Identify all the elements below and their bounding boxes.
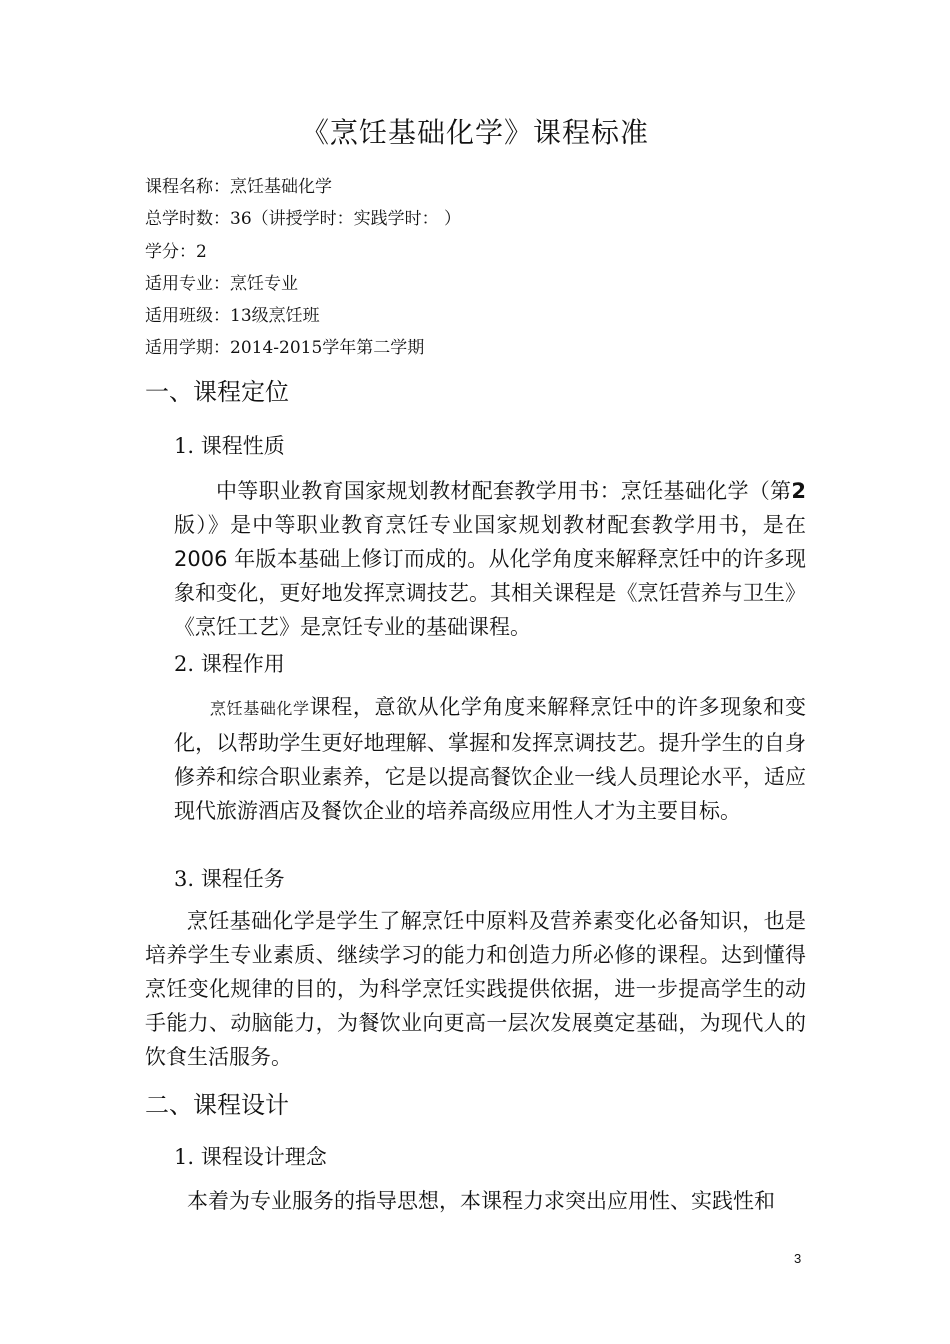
meta-term: 适用学期：2014-2015学年第二学期	[145, 338, 425, 358]
section-heading-positioning: 一、课程定位	[145, 378, 289, 406]
paragraph-design-concept: 本着为专业服务的指导思想，本课程力求突出应用性、实践性和	[187, 1189, 775, 1213]
subsection-heading-nature: 1. 课程性质	[174, 434, 285, 458]
paragraph-role-course: 烹饪基础化学	[210, 699, 310, 718]
meta-total-hours: 总学时数：36（讲授学时：实践学时： ）	[145, 209, 462, 229]
meta-class: 适用班级：13级烹饪班	[145, 306, 320, 326]
paragraph-nature-b: 版）》是中等职业教育烹饪专业国家规划教材配套教学用书，是在	[174, 513, 806, 537]
paragraph-role	[174, 690, 806, 828]
section-heading-design: 二、课程设计	[145, 1091, 289, 1119]
paragraph-nature-a: 中等职业教育国家规划教材配套教学用书：烹饪基础化学（第	[216, 479, 792, 503]
document-title: 《烹饪基础化学》课程标准	[300, 116, 649, 149]
paragraph-nature-c: 年版本基础上修订而成的。从化学角度来解释烹饪中的许多现象和变化，更好地发挥烹调技艺。其相关课程是《烹饪营养与卫生》《烹饪工艺》是烹饪专业的基础课程。	[174, 547, 806, 639]
meta-course-name: 课程名称：烹饪基础化学	[145, 177, 332, 197]
subsection-heading-design-concept: 1. 课程设计理念	[174, 1145, 327, 1169]
subsection-heading-role: 2. 课程作用	[174, 652, 285, 676]
page-number: 3	[794, 1251, 802, 1266]
edition-number: 2	[791, 479, 806, 503]
year-number: 2006	[174, 547, 228, 571]
paragraph-role-rest: 课程，意欲从化学角度来解释烹饪中的许多现象和变化，以帮助学生更好地理解、掌握和发挥烹调技艺。提升学生的自身修养和综合职业素养，它是以提高餐饮企业一线人员理论水平，适应现代旅游酒店及餐饮企业的培养高级应用性人才为主要目标。	[174, 695, 806, 823]
subsection-heading-task: 3. 课程任务	[174, 867, 285, 891]
paragraph-task: 烹饪基础化学是学生了解烹饪中原料及营养素变化必备知识，也是培养学生专业素质、继续学习的能力和创造力所必修的课程。达到懂得烹饪变化规律的目的，为科学烹饪实践提供依据，进一步提高学生的动手能力、动脑能力，为餐饮业向更高一层次发展奠定基础，为现代人的饮食生活服务。	[145, 909, 806, 1069]
paragraph-nature	[174, 474, 806, 644]
meta-credits: 学分：2	[145, 242, 207, 262]
meta-major: 适用专业：烹饪专业	[145, 274, 298, 294]
